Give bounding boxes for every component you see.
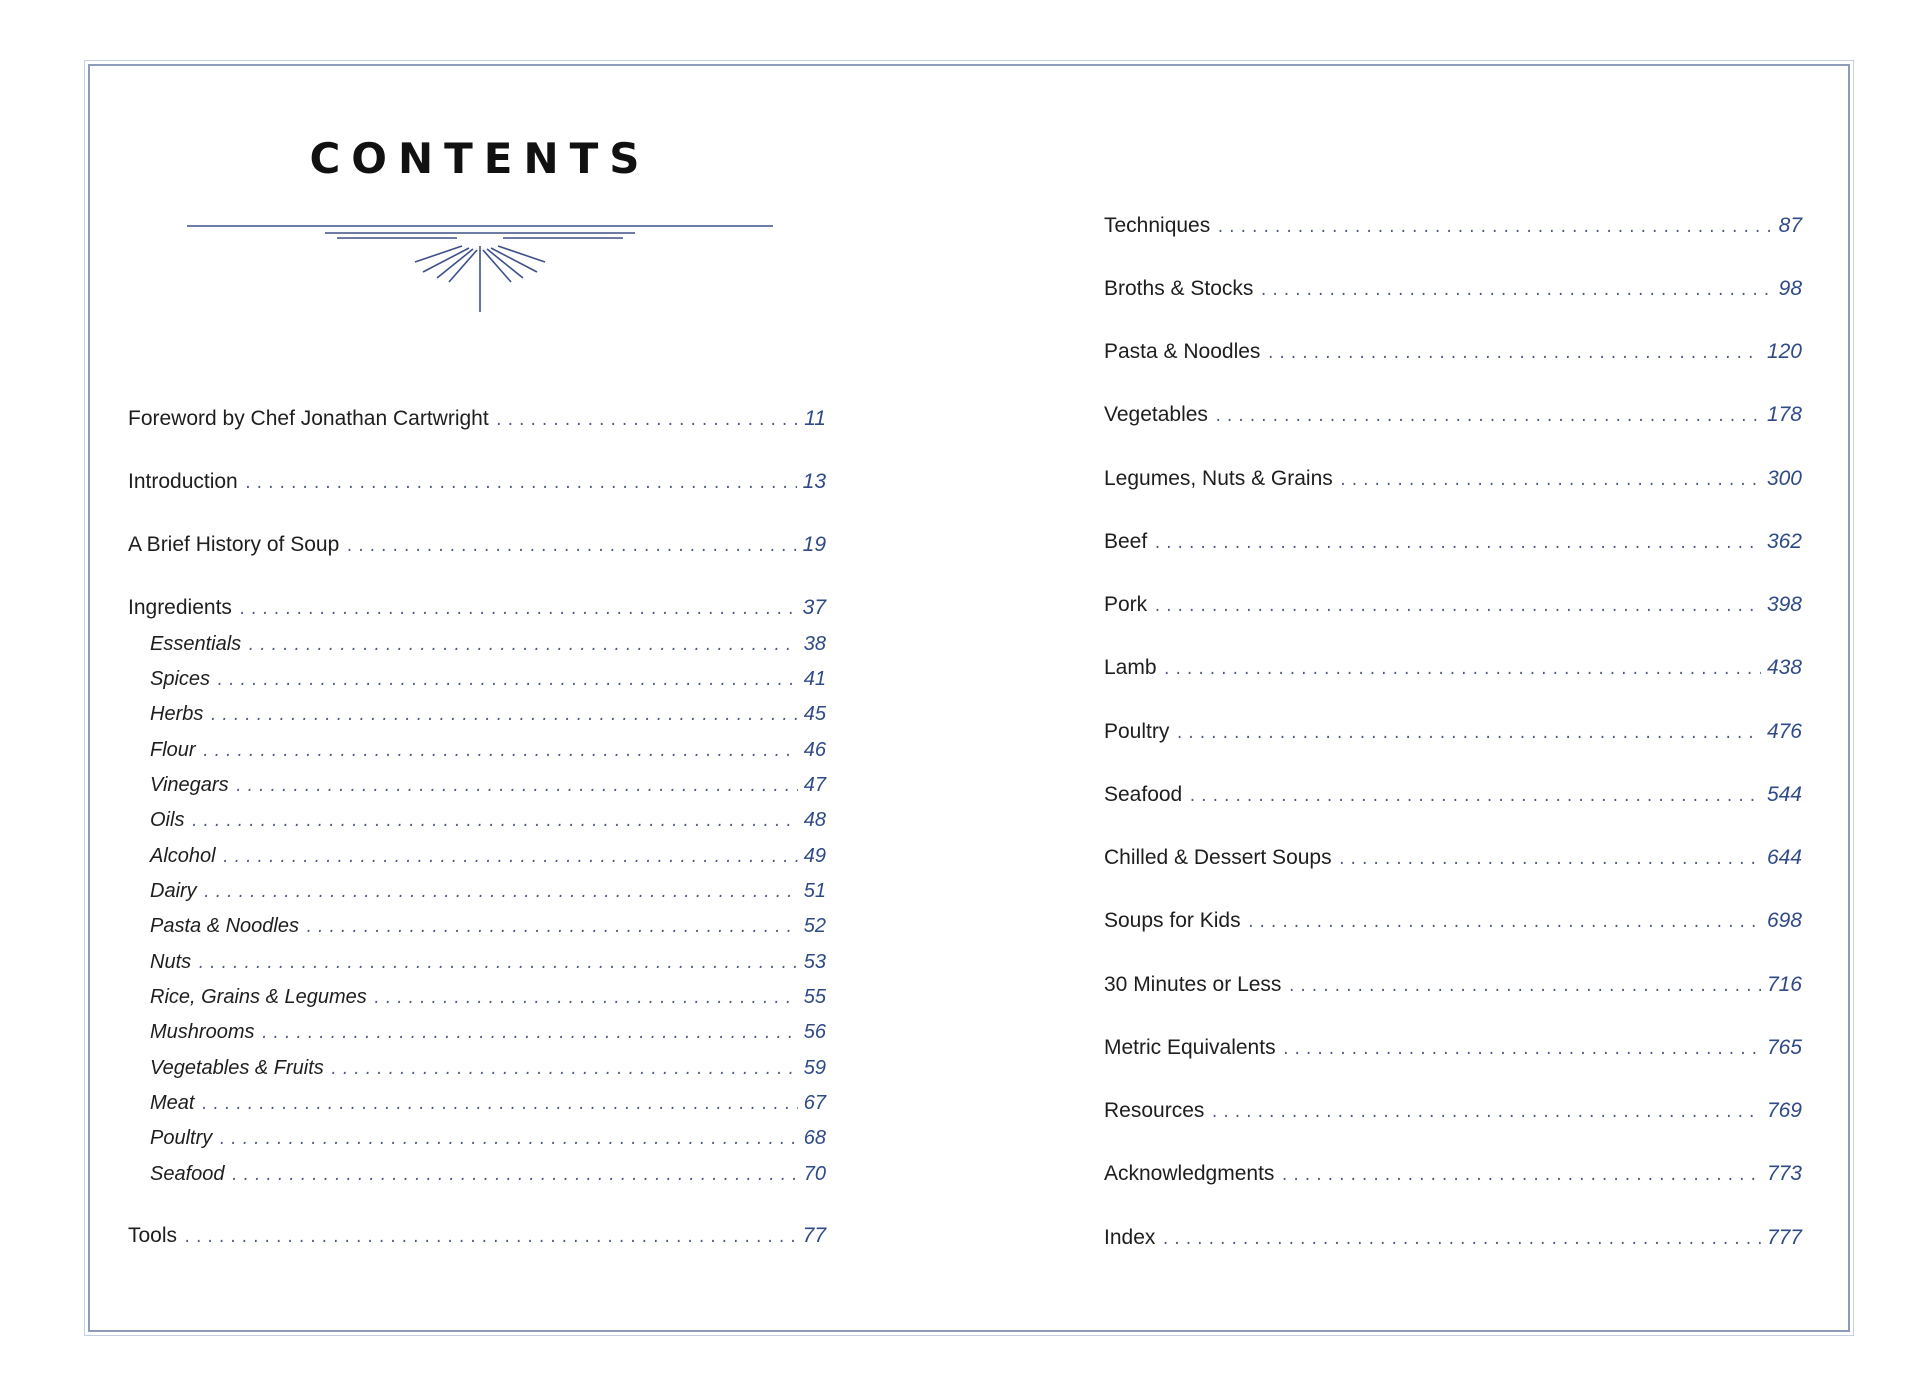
toc-entry-label: Acknowledgments xyxy=(1104,1162,1275,1185)
dot-leader xyxy=(235,780,798,796)
toc-entry-page: 178 xyxy=(1766,403,1802,426)
dot-leader xyxy=(1214,410,1761,426)
toc-entry-introduction[interactable] xyxy=(128,468,826,496)
toc-entry-techniques[interactable] xyxy=(1104,212,1802,240)
dot-leader xyxy=(1161,1233,1761,1249)
toc-entry-page: 765 xyxy=(1766,1036,1802,1059)
toc-entry-label: Essentials xyxy=(150,633,242,655)
toc-entry-legumes-nuts-grains[interactable] xyxy=(1104,465,1802,493)
toc-entry-page: 698 xyxy=(1766,909,1802,932)
toc-entry-label: Seafood xyxy=(150,1163,225,1185)
dot-leader xyxy=(1259,284,1772,300)
dot-leader xyxy=(1216,221,1772,237)
toc-entry-label: Spices xyxy=(150,668,211,690)
toc-entry-label: Dairy xyxy=(150,880,197,902)
toc-entry-page: 773 xyxy=(1766,1162,1802,1185)
toc-entry-metric-equivalents[interactable] xyxy=(1104,1034,1802,1062)
toc-entry-label: Chilled & Dessert Soups xyxy=(1104,846,1332,869)
toc-entry-label: Techniques xyxy=(1104,214,1211,237)
toc-entry-chilled-dessert-soups[interactable] xyxy=(1104,844,1802,872)
toc-entry-page: 45 xyxy=(803,703,826,725)
toc-entry-page: 55 xyxy=(803,986,826,1008)
toc-subentry-mushrooms[interactable] xyxy=(150,1018,826,1046)
toc-entry-30-minutes-or-less[interactable] xyxy=(1104,971,1802,999)
toc-subentry-poultry[interactable] xyxy=(150,1124,826,1152)
dot-leader xyxy=(1287,980,1761,996)
toc-entry-page: 51 xyxy=(803,880,826,902)
toc-entry-label: Resources xyxy=(1104,1099,1205,1122)
toc-entry-page: 398 xyxy=(1766,593,1802,616)
toc-entry-label: Pork xyxy=(1104,593,1148,616)
toc-entry-index[interactable] xyxy=(1104,1224,1802,1252)
toc-entry-label: Nuts xyxy=(150,951,192,973)
dot-leader xyxy=(183,1231,797,1247)
dot-leader xyxy=(345,540,796,556)
dot-leader xyxy=(190,815,797,831)
toc-entry-page: 362 xyxy=(1766,530,1802,553)
dot-leader xyxy=(1282,1043,1761,1059)
toc-entry-label: Vegetables xyxy=(1104,403,1208,426)
toc-entry-page: 47 xyxy=(803,774,826,796)
toc-entry-page: 46 xyxy=(803,739,826,761)
dot-leader xyxy=(197,957,798,973)
toc-entry-page: 53 xyxy=(803,951,826,973)
dot-leader xyxy=(238,603,797,619)
toc-entry-history[interactable] xyxy=(128,531,826,559)
dot-leader xyxy=(1266,347,1761,363)
dot-leader xyxy=(1153,600,1761,616)
toc-entry-label: Poultry xyxy=(150,1127,213,1149)
toc-entry-label: Pasta & Noodles xyxy=(150,915,299,937)
toc-entry-label: Seafood xyxy=(1104,783,1183,806)
toc-subentry-vinegars[interactable] xyxy=(150,771,826,799)
dot-leader xyxy=(260,1027,797,1043)
toc-entry-page: 11 xyxy=(804,407,826,430)
toc-subentry-vegetables-fruits[interactable] xyxy=(150,1054,826,1082)
toc-entry-page: 644 xyxy=(1766,846,1802,869)
toc-entry-page: 476 xyxy=(1766,720,1802,743)
toc-entry-beef[interactable] xyxy=(1104,528,1802,556)
toc-entry-label: Metric Equivalents xyxy=(1104,1036,1276,1059)
toc-entry-page: 438 xyxy=(1766,656,1802,679)
dot-leader xyxy=(1280,1169,1761,1185)
toc-entry-vegetables[interactable] xyxy=(1104,401,1802,429)
toc-entry-label: Mushrooms xyxy=(150,1021,255,1043)
toc-entry-label: Broths & Stocks xyxy=(1104,277,1254,300)
toc-subentry-dairy[interactable] xyxy=(150,877,826,905)
dot-leader xyxy=(200,1098,797,1114)
toc-entry-page: 716 xyxy=(1766,973,1802,996)
toc-entry-label: Index xyxy=(1104,1226,1156,1249)
toc-entry-page: 70 xyxy=(803,1163,826,1185)
toc-subentry-flour[interactable] xyxy=(150,736,826,764)
dot-leader xyxy=(1339,474,1761,490)
toc-entry-label: Rice, Grains & Legumes xyxy=(150,986,367,1008)
toc-subentry-nuts[interactable] xyxy=(150,948,826,976)
dot-leader xyxy=(1153,537,1761,553)
toc-entry-pork[interactable] xyxy=(1104,591,1802,619)
toc-entry-broths-stocks[interactable] xyxy=(1104,275,1802,303)
dot-leader xyxy=(1338,853,1761,869)
toc-entry-label: Alcohol xyxy=(150,845,216,867)
toc-entry-page: 49 xyxy=(803,845,826,867)
dot-leader xyxy=(202,745,798,761)
toc-subentry-meat[interactable] xyxy=(150,1089,826,1117)
toc-entry-page: 41 xyxy=(803,668,826,690)
ornament-divider xyxy=(187,222,773,314)
toc-entry-poultry[interactable] xyxy=(1104,718,1802,746)
toc-entry-page: 56 xyxy=(803,1021,826,1043)
toc-entry-page: 68 xyxy=(803,1127,826,1149)
toc-entry-tools[interactable] xyxy=(128,1222,826,1250)
toc-subentry-pasta-noodles[interactable] xyxy=(150,912,826,940)
toc-entry-page: 98 xyxy=(1778,277,1802,300)
toc-entry-page: 59 xyxy=(803,1057,826,1079)
toc-entry-page: 19 xyxy=(802,533,826,556)
dot-leader xyxy=(231,1169,798,1185)
toc-entry-page: 48 xyxy=(803,809,826,831)
dot-leader xyxy=(1188,790,1761,806)
dot-leader xyxy=(209,709,797,725)
toc-entry-page: 544 xyxy=(1766,783,1802,806)
toc-entry-lamb[interactable] xyxy=(1104,654,1802,682)
dot-leader xyxy=(305,921,798,937)
toc-entry-label: Oils xyxy=(150,809,185,831)
toc-entry-label: Vinegars xyxy=(150,774,229,796)
toc-subentry-herbs[interactable] xyxy=(150,700,826,728)
toc-entry-page: 300 xyxy=(1766,467,1802,490)
toc-entry-label: Introduction xyxy=(128,470,238,493)
toc-entry-page: 38 xyxy=(803,633,826,655)
toc-entry-label: 30 Minutes or Less xyxy=(1104,973,1282,996)
toc-entry-soups-for-kids[interactable] xyxy=(1104,907,1802,935)
toc-entry-label: Herbs xyxy=(150,703,204,725)
dot-leader xyxy=(1175,727,1761,743)
toc-entry-foreword[interactable] xyxy=(128,405,826,433)
dot-leader xyxy=(373,992,798,1008)
toc-entry-resources[interactable] xyxy=(1104,1097,1802,1125)
toc-subentry-alcohol[interactable] xyxy=(150,842,826,870)
toc-entry-label: Soups for Kids xyxy=(1104,909,1241,932)
dot-leader xyxy=(1247,916,1761,932)
toc-entry-label: Pasta & Noodles xyxy=(1104,340,1261,363)
toc-entry-label: Foreword by Chef Jonathan Cartwright xyxy=(128,407,489,430)
toc-entry-label: Meat xyxy=(150,1092,195,1114)
contents-heading: CONTENTS xyxy=(309,134,651,183)
toc-entry-page: 769 xyxy=(1766,1099,1802,1122)
toc-entry-page: 37 xyxy=(802,596,826,619)
toc-entry-pasta-noodles[interactable] xyxy=(1104,338,1802,366)
toc-subentry-spices[interactable] xyxy=(150,665,826,693)
dot-leader xyxy=(495,414,799,430)
dot-leader xyxy=(216,674,798,690)
toc-entry-acknowledgments[interactable] xyxy=(1104,1160,1802,1188)
toc-entry-seafood[interactable] xyxy=(1104,781,1802,809)
toc-entry-label: Beef xyxy=(1104,530,1148,553)
toc-entry-label: Flour xyxy=(150,739,196,761)
dot-leader xyxy=(218,1133,798,1149)
toc-entry-page: 120 xyxy=(1766,340,1802,363)
dot-leader xyxy=(330,1063,798,1079)
toc-subentry-seafood[interactable] xyxy=(150,1160,826,1188)
dot-leader xyxy=(1210,1106,1761,1122)
toc-entry-page: 13 xyxy=(802,470,826,493)
toc-entry-ingredients[interactable] xyxy=(128,594,826,622)
toc-entry-label: Legumes, Nuts & Grains xyxy=(1104,467,1333,490)
toc-entry-label: Vegetables & Fruits xyxy=(150,1057,324,1079)
toc-subentry-rice-grains-legumes[interactable] xyxy=(150,983,826,1011)
dot-leader xyxy=(203,886,798,902)
dot-leader xyxy=(244,477,797,493)
toc-entry-page: 77 xyxy=(802,1224,826,1247)
dot-leader xyxy=(222,851,798,867)
toc-entry-page: 67 xyxy=(803,1092,826,1114)
toc-entry-label: Lamb xyxy=(1104,656,1157,679)
dot-leader xyxy=(247,639,798,655)
toc-entry-page: 87 xyxy=(1778,214,1802,237)
toc-subentry-oils[interactable] xyxy=(150,806,826,834)
toc-entry-label: A Brief History of Soup xyxy=(128,533,340,556)
toc-entry-page: 777 xyxy=(1766,1226,1802,1249)
toc-entry-label: Poultry xyxy=(1104,720,1170,743)
toc-entry-label: Ingredients xyxy=(128,596,232,619)
toc-subentry-essentials[interactable] xyxy=(150,630,826,658)
toc-entry-label: Tools xyxy=(128,1224,178,1247)
dot-leader xyxy=(1163,663,1761,679)
toc-entry-page: 52 xyxy=(803,915,826,937)
